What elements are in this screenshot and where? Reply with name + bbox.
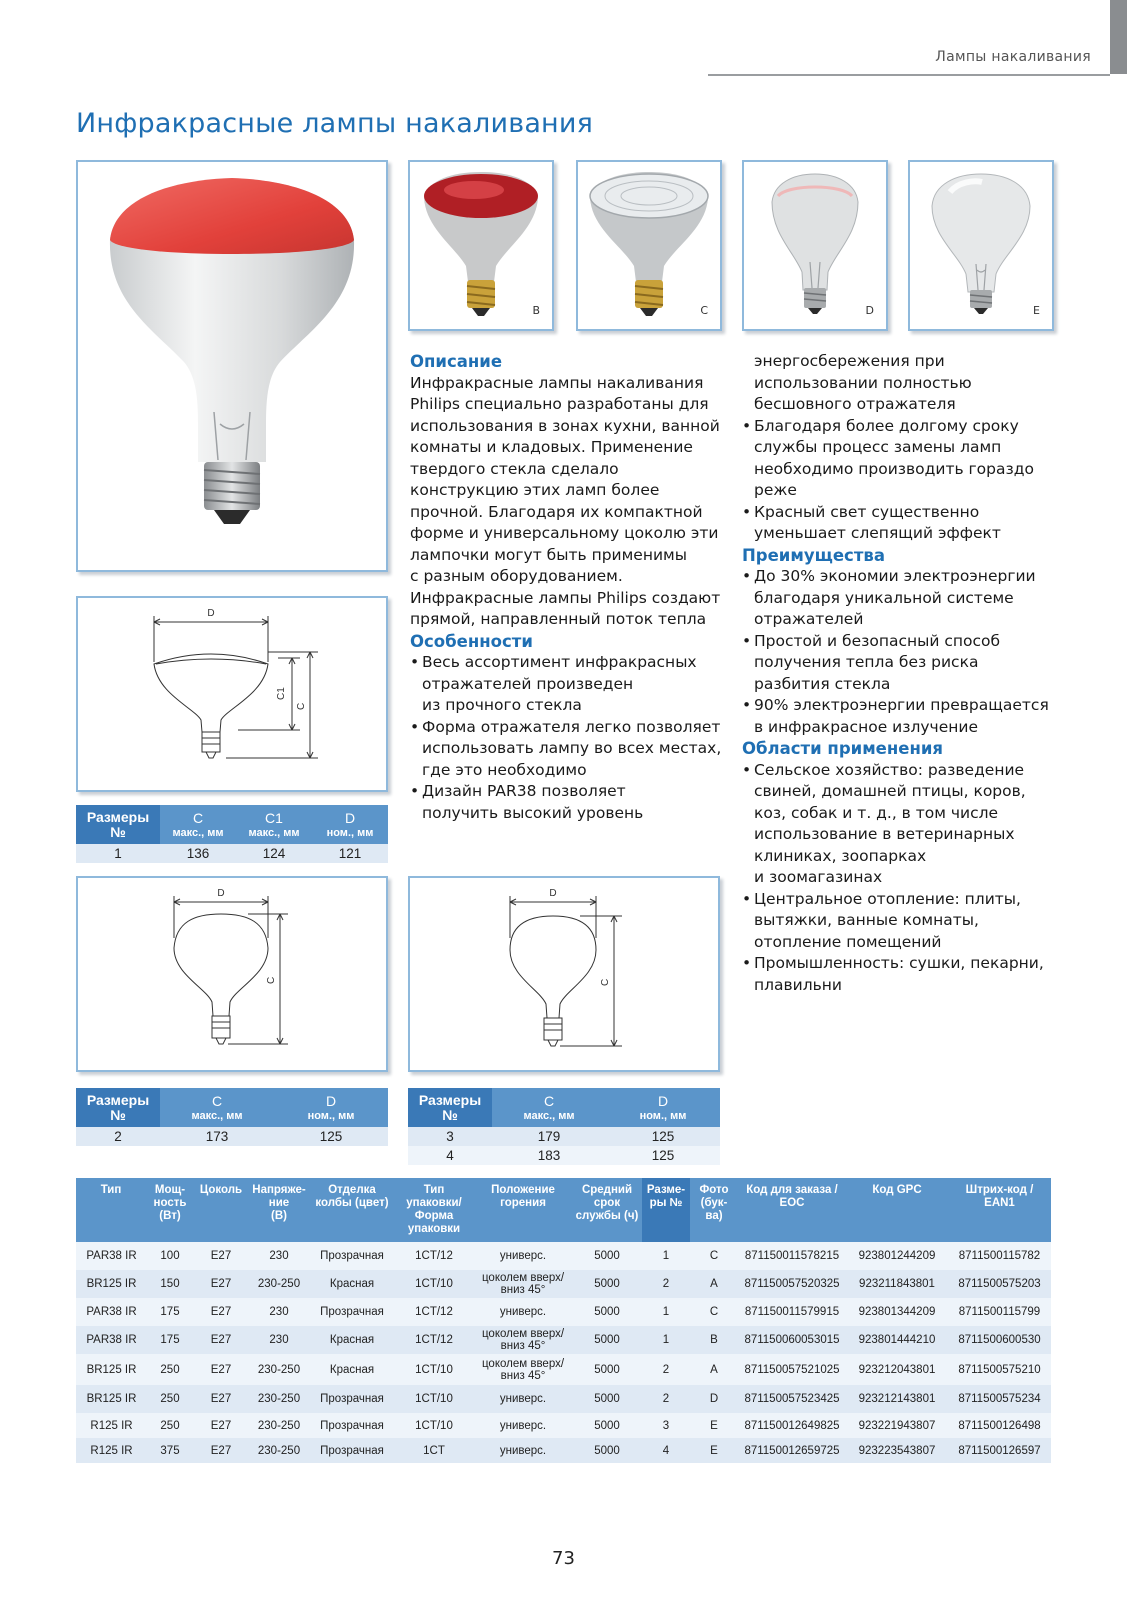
col-header-base: Цоколь (194, 1178, 248, 1242)
col-header-order-code: Код для заказа / EOC (738, 1178, 846, 1242)
description-text: Инфракрасные лампы накаливания Philips специально разработаны для использования в зонах кухни, ванной комнаты и кладовых. Применение твердого стекла сделало конструкцию этих ламп более прочной. Благодаря их компактной форме и универсальному цоколю эти лампочки могут быть применимы с разным оборудованием. Инфракрасные лампы Philips создают прямой, направленный поток тепла (410, 373, 721, 628)
dim-header-c: C макс., мм (160, 805, 236, 844)
dim-label-c: C (296, 702, 307, 710)
col-header-power: Мощ- ность (Вт) (146, 1178, 194, 1242)
list-item: • Благодаря более долгому сроку службы процесс замены ламп необходимо производить гораздо реже (742, 416, 1072, 502)
dim-label-d: D (207, 608, 215, 619)
photo-c-par38-clear (576, 160, 722, 331)
table-row: R125 IR 375 E27 230-250 Прозрачная 1CT универс. 5000 4 E 871150012659725 923223543807 8711500126597 (76, 1438, 1051, 1463)
list-item: • Простой и безопасный способ получения тепла без риска разбития стекла (742, 631, 1072, 696)
lamp-c-illustration (578, 162, 720, 329)
dim-header-c: C макс., мм (492, 1088, 606, 1127)
dimension-table-1 (76, 805, 388, 863)
list-item: • Центральное отопление: плиты, вытяжки, ванные комнаты, отопление помещений (742, 889, 1072, 954)
col-header-life: Средний срок службы (ч) (572, 1178, 642, 1242)
photo-letter-b: B (532, 304, 540, 317)
table-row: 3 179 125 (408, 1127, 720, 1146)
col-header-size: Разме- ры № (642, 1178, 690, 1242)
col-header-gpc: Код GPC (846, 1178, 948, 1242)
dim-label-d: D (549, 888, 557, 899)
photo-letter-c: C (700, 304, 708, 317)
list-item: • 90% электроэнергии превращается в инфракрасное излучение (742, 695, 1072, 738)
table-row: PAR38 IR 175 E27 230 Прозрачная 1CT/12 универс. 5000 1 C 871150011579915 923801344209 8711500115799 (76, 1298, 1051, 1326)
section-title: Лампы накаливания (935, 49, 1091, 65)
header-rule (708, 74, 1110, 76)
dim-header-c1: C1 макс., мм (236, 805, 312, 844)
col-header-packaging: Тип упаковки/ Форма упаковки (394, 1178, 474, 1242)
photo-letter-d: D (865, 304, 874, 317)
page-number: 73 (552, 1548, 575, 1569)
photo-d-br125-clear (742, 160, 888, 331)
dim-header-d: D ном., мм (312, 805, 388, 844)
dim-header-d: D ном., мм (274, 1088, 388, 1127)
list-item: • Красный свет существенно уменьшает слепящий эффект (742, 502, 1072, 545)
col-header-photo: Фото (бук- ва) (690, 1178, 738, 1242)
table-row: 4 183 125 (408, 1146, 720, 1165)
diagram-r125 (408, 876, 720, 1072)
dim-header-label: Размеры № (408, 1088, 492, 1127)
dim-label-c1: C1 (276, 687, 287, 700)
applications-heading: Области применения (742, 739, 944, 758)
br125-dimension-drawing (78, 878, 386, 1070)
dim-header-c: C макс., мм (160, 1088, 274, 1127)
features-heading: Особенности (410, 631, 533, 651)
page-title: Инфракрасные лампы накаливания (76, 108, 594, 139)
list-item: • Дизайн PAR38 позволяет получить высокий уровень (410, 781, 728, 824)
col-header-voltage: Напряже- ние (В) (248, 1178, 310, 1242)
photo-letter-e: E (1033, 304, 1040, 317)
product-table (76, 1178, 1051, 1463)
description-heading: Описание (410, 352, 503, 371)
table-row: BR125 IR 150 E27 230-250 Красная 1CT/10 цоколем вверх/ вниз 45° 5000 2 A 871150057520325 923211843801 8711500575203 (76, 1270, 1051, 1298)
col-header-type: Тип (76, 1178, 146, 1242)
dim-header-d: D ном., мм (606, 1088, 720, 1127)
table-header-row (76, 1178, 1051, 1242)
col-header-ean: Штрих-код / EAN1 (948, 1178, 1051, 1242)
dim-label-c: C (600, 978, 611, 986)
col-header-position: Положение горения (474, 1178, 572, 1242)
list-item: • Сельское хозяйство: разведение свиней, домашней птицы, коров, коз, собак и т. д., в том числе использование в ветеринарных клиниках, зоопарках и зоомагазинах (742, 760, 1072, 889)
table-row: PAR38 IR 175 E27 230 Красная 1CT/12 цоколем вверх/ вниз 45° 5000 1 B 871150060053015 923801444210 8711500600530 (76, 1326, 1051, 1354)
list-item: • До 30% экономии электроэнергии благодаря уникальной системе отражателей (742, 566, 1072, 631)
dimension-table-3 (408, 1088, 720, 1165)
list-item: • Форма отражателя легко позволяет использовать лампу во всех местах, где это необходимо (410, 717, 728, 782)
par38-dimension-drawing (78, 598, 386, 790)
col-header-finish: Отделка колбы (цвет) (310, 1178, 394, 1242)
table-row: BR125 IR 250 E27 230-250 Красная 1CT/10 цоколем вверх/ вниз 45° 5000 2 A 871150057521025 923212043801 8711500575210 (76, 1354, 1051, 1385)
table-row: 1 136 124 121 (76, 844, 388, 863)
text-column-1 (410, 351, 728, 824)
lamp-e-illustration (910, 162, 1052, 329)
list-item: • Промышленность: сушки, пекарни, плавильни (742, 953, 1072, 996)
diagram-br125 (76, 876, 388, 1072)
r125-dimension-drawing (410, 878, 718, 1070)
list-item: • Весь ассортимент инфракрасных отражателей произведен из прочного стекла (410, 652, 728, 717)
advantages-heading: Преимущества (742, 545, 885, 565)
table-row: R125 IR 250 E27 230-250 Прозрачная 1CT/10 универс. 5000 3 E 871150012649825 923221943807 8711500126498 (76, 1413, 1051, 1438)
corner-tab (1110, 0, 1127, 74)
table-row: PAR38 IR 100 E27 230 Прозрачная 1CT/12 универс. 5000 1 C 871150011578215 923801244209 8711500115782 (76, 1242, 1051, 1270)
dim-label-c: C (266, 976, 277, 984)
dimension-table-2 (76, 1088, 388, 1146)
dim-header-label: Размеры № (76, 805, 160, 844)
photo-b-par38-red (408, 160, 554, 331)
table-row: 2 173 125 (76, 1127, 388, 1146)
features-continued: энергосбережения при использовании полностью бесшовного отражателя (754, 352, 972, 413)
dim-header-label: Размеры № (76, 1088, 160, 1127)
photo-e-r125-clear (908, 160, 1054, 331)
photo-main-red-lamp (76, 160, 388, 572)
lamp-b-illustration (410, 162, 552, 329)
red-lamp-illustration (78, 162, 386, 570)
text-column-2 (742, 351, 1072, 996)
dim-label-d: D (217, 888, 225, 899)
table-row: BR125 IR 250 E27 230-250 Прозрачная 1CT/10 универс. 5000 2 D 871150057523425 923212143801 8711500575234 (76, 1385, 1051, 1413)
diagram-par38 (76, 596, 388, 792)
